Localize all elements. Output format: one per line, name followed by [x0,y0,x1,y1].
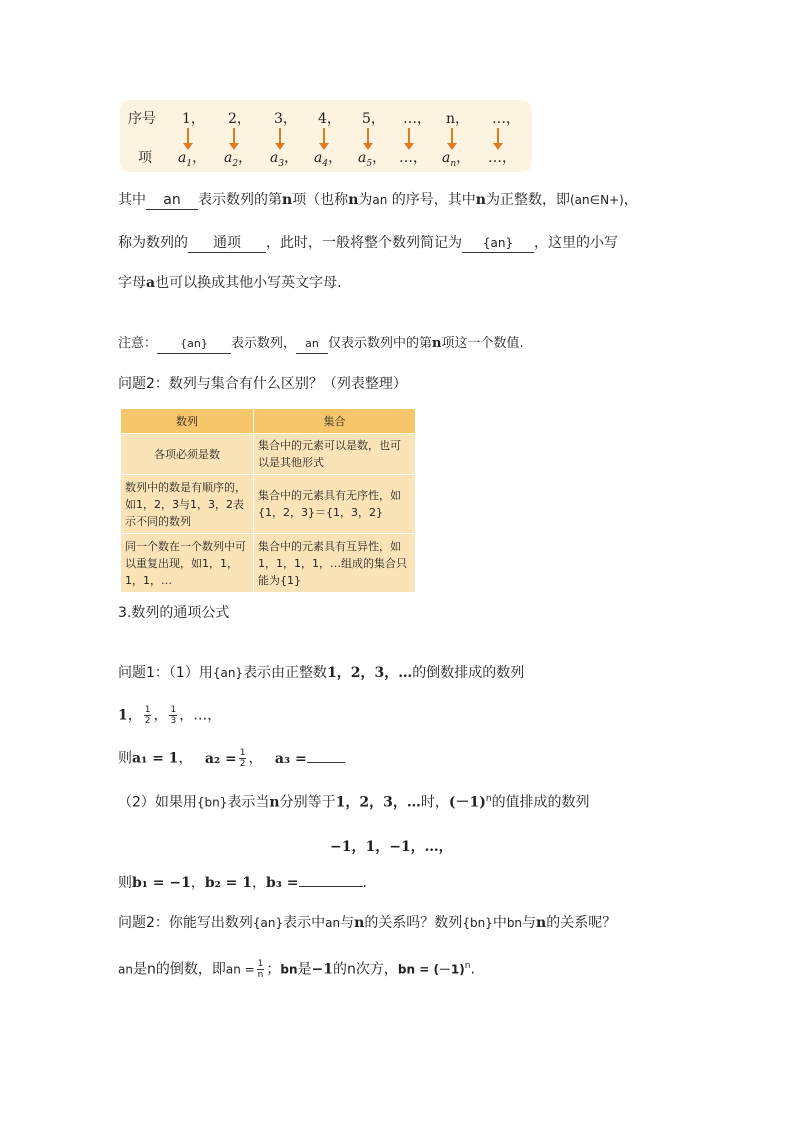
fraction: $\frac{1}{2}$ [144,705,151,726]
index-cell: …， [403,111,431,127]
note-blank-term: an [296,335,328,354]
table-cell: 集合中的元素可以是数，也可以是其他形式 [254,434,416,475]
table-cell: 各项必须是数 [121,434,254,475]
sequence-index-box [120,100,532,172]
section-3-heading: 3.数列的通项公式 [118,605,230,621]
sequence-vs-set-table [120,408,416,593]
table-header-set: 集合 [254,409,416,434]
index-cell: 5， [362,111,385,127]
answer-relationship: an是n的倒数，即an = $\frac{1}{n}$ ；bn是−1的n次方，bn = $(-1)^n$. [118,959,475,981]
note-blank-set: {an} [157,335,231,354]
index-cell: 3， [274,111,297,127]
term-cell: $a_1$， [178,150,207,169]
definition-paragraph-line3: 字母a也可以换成其他小写英文字母. [118,275,342,291]
question2-relationship: 问题2：你能写出数列{an}表示中an与n的关系吗？数列{bn}中bn与n的关系呢？ [118,915,617,931]
table-row [121,534,416,593]
table-cell: 集合中的元素具有互异性，如1，1，1，1，…组成的集合只能为{1} [254,534,416,593]
term-cell: $a_5$， [358,150,387,169]
term-cell: $a_2$， [224,150,253,169]
term-cell: …， [399,150,427,166]
term-cell: $a_4$， [314,150,343,169]
answer-blank-an: an [146,191,198,210]
index-cell: 2， [228,111,251,127]
answer-blank-b3[interactable] [299,886,363,887]
table-header-sequence: 数列 [121,409,254,434]
answer-line-a: 则a₁ = 1， a₂ = $\frac{1}{2}$ ， a₃ = [118,748,345,769]
term-cell: $a_n$， [442,150,471,169]
answer-line-b: 则b₁ = −1，b₂ = 1，b₃ = . [118,875,367,891]
down-arrow-icon [279,128,281,144]
question1-part1: 问题1：（1）用{an}表示由正整数1，2，3，…的倒数排成的数列 [118,665,525,681]
answer-blank-general-term: 通项 [188,234,266,253]
reciprocal-sequence: 1， $\frac{1}{2}$ ， $\frac{1}{3}$ ，…， [118,705,222,726]
definition-paragraph-line2: 称为数列的 通项 ，此时，一般将整个数列简记为 {an} ，这里的小写 [118,235,618,251]
term-row-label: 项 [138,150,152,166]
question1-part2: （2）如果用{bn}表示当n分别等于1，2，3，…时，$(-1)^n$的值排成的数列 [118,794,590,811]
index-row-label: 序号 [128,111,156,127]
definition-paragraph-line1: 其中 an 表示数列的第n项（也称n为an 的序号，其中n为正整数，即(an∈N+)， [118,192,638,208]
fraction: $\frac{1}{n}$ [257,959,264,981]
answer-blank-a3[interactable] [307,762,345,763]
down-arrow-icon [187,128,189,144]
note-line: 注意： {an} 表示数列， an 仅表示数列中的第n项这一个数值. [118,334,524,354]
answer-blank-set-notation: {an} [462,234,534,253]
index-cell: 4， [318,111,341,127]
down-arrow-icon [408,128,410,144]
term-cell: $a_3$， [270,150,299,169]
down-arrow-icon [367,128,369,144]
index-cell: …， [492,111,520,127]
table-row [121,434,416,475]
down-arrow-icon [497,128,499,144]
table-cell: 同一个数在一个数列中可以重复出现，如1，1，1，1，… [121,534,254,593]
down-arrow-icon [451,128,453,144]
table-cell: 数列中的数是有顺序的，如1，2，3与1，3，2表示不同的数列 [121,475,254,534]
fraction: $\frac{1}{2}$ [239,748,246,769]
fraction: $\frac{1}{3}$ [170,705,177,726]
term-cell: …， [488,150,516,166]
down-arrow-icon [323,128,325,144]
index-cell: 1， [182,111,205,127]
down-arrow-icon [233,128,235,144]
alternating-sequence: −1，1，−1，…， [330,839,453,855]
table-header-row [121,409,416,434]
table-row [121,475,416,534]
question2-heading: 问题2：数列与集合有什么区别？（列表整理） [118,376,407,392]
table-cell: 集合中的元素具有无序性，如{1，2，3}＝{1，3，2} [254,475,416,534]
index-cell: n， [446,111,470,127]
